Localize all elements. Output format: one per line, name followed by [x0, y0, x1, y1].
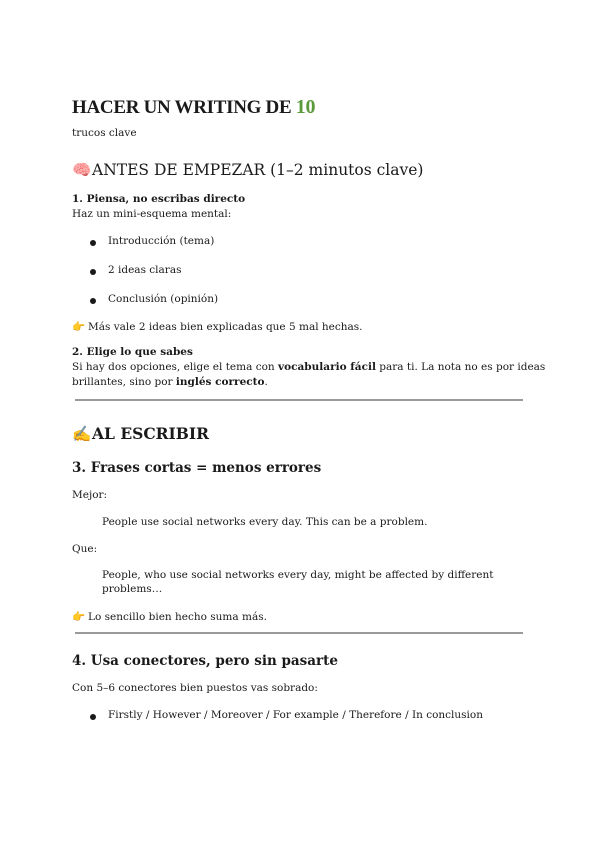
- title-number: 10: [295, 96, 316, 118]
- section-heading-before: [72, 161, 423, 179]
- horizontal-divider: [75, 632, 523, 634]
- pointing-hand-icon: 👉: [72, 321, 86, 333]
- list-item: 2 ideas claras: [108, 264, 182, 276]
- text-run: brillantes, sino por: [72, 376, 176, 388]
- example-than-line2: problems…: [102, 583, 163, 595]
- document-title: [72, 96, 315, 119]
- tip-text: Lo sencillo bien hecho suma más.: [88, 611, 267, 623]
- item4-heading: 4. Usa conectores, pero sin pasarte: [72, 653, 338, 669]
- list-item: Conclusión (opinión): [108, 293, 219, 305]
- item1-heading: 1. Piensa, no escribas directo: [72, 193, 246, 205]
- text-run: .: [264, 376, 268, 388]
- tip-line: [72, 320, 363, 333]
- item2-line2: [72, 376, 268, 388]
- item4-text: Con 5–6 conectores bien puestos vas sobrado:: [72, 682, 318, 694]
- text-run: para ti. La nota no es por ideas: [375, 361, 546, 373]
- label-than: Que:: [72, 543, 98, 555]
- text-run: Si hay dos opciones, elige el tema con: [72, 361, 278, 373]
- pointing-hand-icon: 👉: [72, 611, 86, 623]
- writing-hand-icon: ✍️: [72, 424, 92, 443]
- example-better: People use social networks every day. This can be a problem.: [102, 516, 428, 528]
- item3-heading: 3. Frases cortas = menos errores: [72, 460, 322, 476]
- brain-icon: 🧠: [72, 161, 92, 179]
- tip-text: Más vale 2 ideas bien explicadas que 5 mal hechas.: [88, 321, 363, 333]
- section-heading-text: AL ESCRIBIR: [92, 424, 210, 443]
- bullet-dot: [90, 269, 96, 275]
- list-item: Introducción (tema): [108, 235, 215, 247]
- item2-line1: [72, 361, 545, 373]
- item2-heading: 2. Elige lo que sabes: [72, 346, 193, 358]
- bullet-dot: [90, 714, 96, 720]
- subtitle: trucos clave: [72, 127, 137, 139]
- label-better: Mejor:: [72, 489, 108, 501]
- bullet-dot: [90, 298, 96, 304]
- tip-line: [72, 610, 267, 623]
- bullet-dot: [90, 240, 96, 246]
- horizontal-divider: [75, 399, 523, 401]
- example-than-line1: People, who use social networks every day, might be affected by different: [102, 569, 494, 581]
- text-run-bold: vocabulario fácil: [278, 361, 376, 373]
- section-heading-text: ANTES DE EMPEZAR (1–2 minutos clave): [92, 161, 424, 179]
- title-text: HACER UN WRITING DE: [72, 97, 296, 118]
- list-item: Firstly / However / Moreover / For example / Therefore / In conclusion: [108, 709, 483, 721]
- text-run-bold: inglés correcto: [175, 376, 265, 388]
- item1-text: Haz un mini-esquema mental:: [72, 208, 232, 220]
- section-heading-writing: [72, 424, 209, 443]
